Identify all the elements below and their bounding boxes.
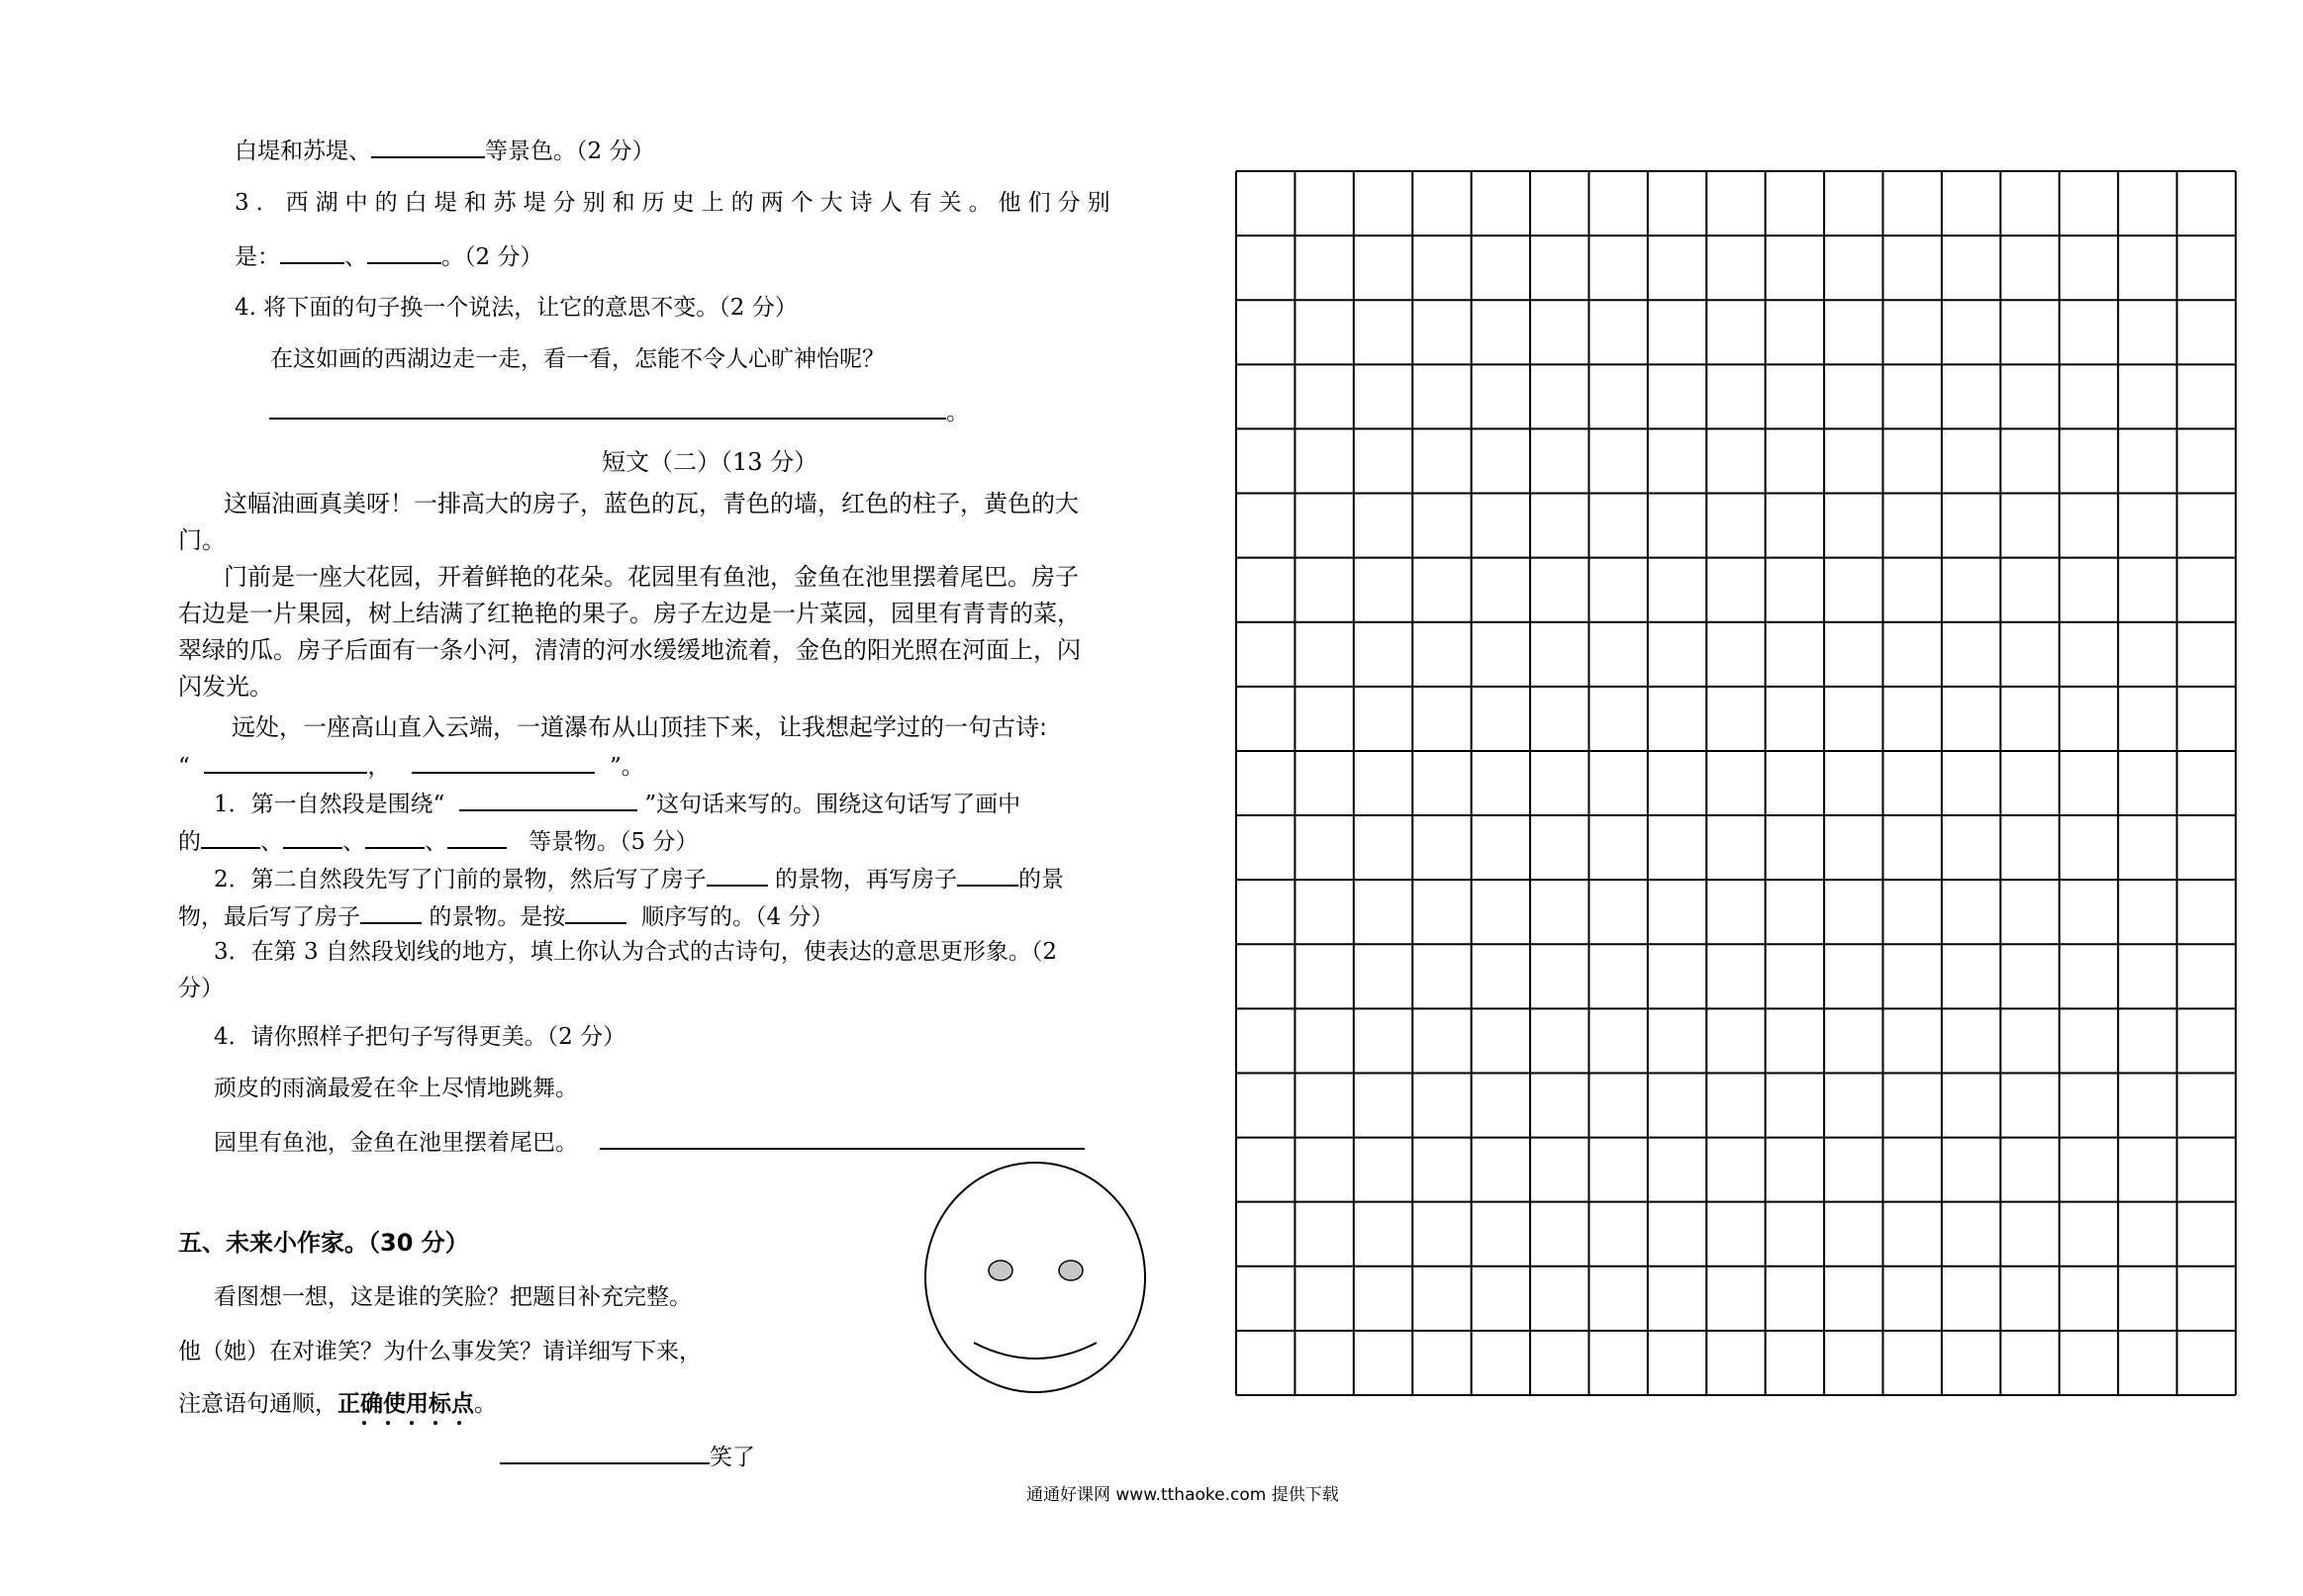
writing-prompt-1: 看图想一想，这是谁的笑脸？把题目补充完整。	[214, 1284, 692, 1310]
sub-question-2-line2: 物，最后写了房子 的景物。是按 顺序写的。（4 分）	[178, 900, 833, 932]
sub-question-1-line1: 1．第一自然段是围绕“ ”这句话来写的。围绕这句话写了画中	[214, 788, 1020, 819]
poem-answer-line: “ ， ”。	[178, 750, 644, 782]
passage-p2-line4: 闪发光。	[178, 673, 273, 701]
question-4-answer-line: 。	[269, 396, 969, 427]
question-4-text: 4. 将下面的句子换一个说法，让它的意思不变。（2 分）	[235, 295, 798, 321]
answer-blank[interactable]	[447, 825, 507, 849]
essay-title-line: 笑了	[500, 1441, 755, 1472]
example-sentence: 顽皮的雨滴最爱在伞上尽情地跳舞。	[214, 1076, 578, 1101]
answer-blank[interactable]	[283, 825, 342, 849]
sub-question-2-line1: 2．第二自然段先写了门前的景物，然后写了房子 的景物，再写房子 的景	[214, 863, 1064, 894]
question-3-answer-line: 是： 、 。（2 分）	[235, 240, 542, 272]
answer-blank[interactable]	[412, 750, 595, 774]
q2-tail-line: 白堤和苏堤、 等景色。（2 分）	[235, 135, 654, 166]
sub-question-1-line2: 的 、 、 、 等景物。（5 分）	[178, 825, 698, 857]
answer-blank[interactable]	[204, 750, 367, 774]
writing-prompt-3: 注意语句通顺，正确使用标点。	[178, 1391, 497, 1417]
answer-blank[interactable]	[565, 900, 626, 924]
answer-blank[interactable]	[600, 1126, 1085, 1150]
writing-grid[interactable]	[1234, 169, 2244, 1396]
passage-p2-line3: 翠绿的瓜。房子后面有一条小河，清清的河水缓缓地流着，金色的阳光照在河面上，闪	[178, 636, 1081, 664]
answer-blank[interactable]	[459, 788, 637, 811]
sub-question-4: 4．请你照样子把句子写得更美。（2 分）	[214, 1024, 626, 1050]
passage-p2-line1: 门前是一座大花园，开着鲜艳的花朵。花园里有鱼池，金鱼在池里摆着尾巴。房子	[224, 563, 1079, 591]
emphasis-dot	[386, 1421, 390, 1425]
answer-blank[interactable]	[280, 240, 344, 264]
answer-blank[interactable]	[360, 900, 422, 924]
question-3-text: 3．西湖中的白堤和苏堤分别和历史上的两个大诗人有关。他们分别	[235, 190, 1117, 216]
rewrite-line: 园里有鱼池，金鱼在池里摆着尾巴。	[214, 1126, 1085, 1158]
emphasis-dot	[457, 1421, 461, 1425]
title-blank[interactable]	[500, 1441, 710, 1464]
sub-question-3-line1: 3．在第 3 自然段划线的地方，填上你认为合式的古诗句，使表达的意思更形象。（2	[214, 939, 1058, 965]
question-4-sentence: 在这如画的西湖边走一走，看一看，怎能不令人心旷神怡呢？	[270, 346, 885, 372]
answer-blank[interactable]	[371, 135, 485, 158]
passage-p2-line2: 右边是一片果园，树上结满了红艳艳的果子。房子左边是一片菜园，园里有青青的菜，	[178, 600, 1081, 627]
answer-blank[interactable]	[367, 240, 441, 264]
smiley-face-image	[918, 1156, 1152, 1399]
answer-blank[interactable]	[707, 863, 768, 887]
passage-p3-line1: 远处，一座高山直入云端，一道瀑布从山顶挂下来，让我想起学过的一句古诗:	[232, 713, 1048, 741]
answer-blank[interactable]	[957, 863, 1018, 887]
answer-blank[interactable]	[269, 396, 946, 420]
passage-p1-line2: 门。	[178, 526, 226, 554]
footer-credit: 通通好课网 www.tthaoke.com 提供下载	[1026, 1485, 1339, 1505]
writing-prompt-2: 他（她）在对谁笑？为什么事发笑？请详细写下来，	[178, 1339, 702, 1364]
emphasis-dot	[362, 1421, 366, 1425]
passage-p1-line1: 这幅油画真美呀！一排高大的房子，蓝色的瓦，青色的墙，红色的柱子，黄色的大	[224, 490, 1079, 517]
section-5-title: 五、未来小作家。（30 分）	[178, 1229, 469, 1257]
emphasis-dot	[433, 1421, 437, 1425]
section-title: 短文（二）（13 分）	[602, 448, 818, 476]
answer-blank[interactable]	[201, 825, 260, 849]
emphasis-dot	[410, 1421, 414, 1425]
sub-question-3-line2: 分）	[178, 976, 224, 1001]
answer-blank[interactable]	[365, 825, 425, 849]
